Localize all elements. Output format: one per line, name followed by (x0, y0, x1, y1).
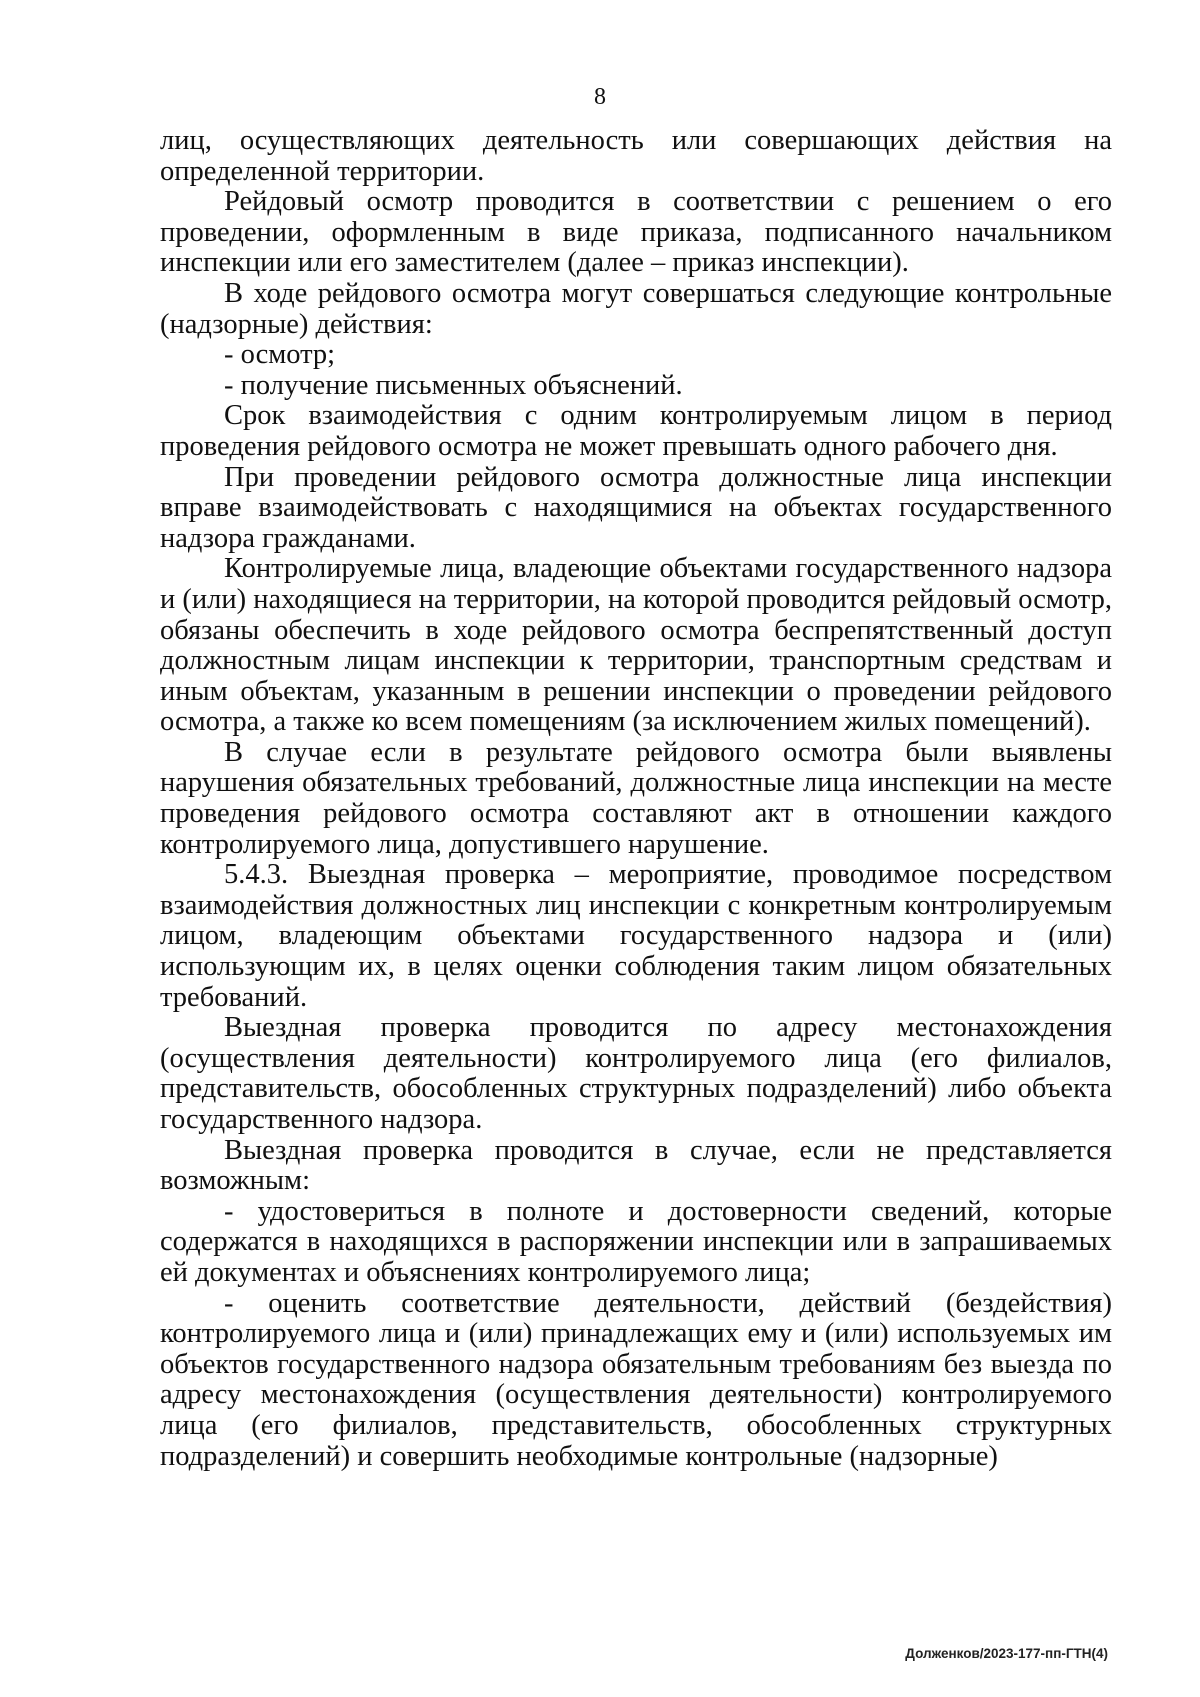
list-item-written-explanations: - получение письменных объяснений. (224, 369, 683, 401)
paragraph-interaction-citizens: При проведении рейдового осмотра должностные лица инспекции вправе взаимодействовать с находящимися на объектах государственного надзора гражданами. (160, 461, 1112, 554)
paragraph-field-check-cases: Выездная проверка проводится в случае, если не представляется возможным: (160, 1134, 1112, 1197)
list-item-verify-information: - удостовериться в полноте и достоверности сведений, которые содержатся в находящихся в распоряжении инспекции или в запрашиваемых ей документах и объяснениях контролируемого лица; (160, 1195, 1112, 1288)
paragraph-continuation: лиц, осуществляющих деятельность или совершающих действия на определенной территории. (160, 125, 1112, 187)
document-body (160, 126, 1112, 1472)
page-number: 8 (594, 84, 606, 110)
paragraph-interaction-term: Срок взаимодействия с одним контролируемым лицом в период проведения рейдового осмотра не может превышать одного рабочего дня. (160, 400, 1112, 462)
list-item-assess-compliance: - оценить соответствие деятельности, действий (бездействия) контролируемого лица и (или) принадлежащих ему и (или) используемых им объектов государственного надзора обязательным требованиям без выезда по адресу местонахождения (осуществления деятельности) контролируемого лица (его филиалов, представительств, обособленных структурных подразделений) и совершить необходимые контрольные (надзорные) (160, 1287, 1112, 1472)
document-code: Долженков/2023-177-пп-ГТН(4) (905, 1646, 1108, 1661)
paragraph-access-obligation: Контролируемые лица, владеющие объектами государственного надзора и (или) находящиеся на территории, на которой проводится рейдовый осмотр, обязаны обеспечить в ходе рейдового осмотра беспрепятственный доступ должностным лицам инспекции к территории, транспортным средствам и иным объектам, указанным в решении инспекции о проведении рейдового осмотра, а также ко всем помещениям (за исключением жилых помещений). (160, 553, 1112, 738)
paragraph-raid-inspection-basis: Рейдовый осмотр проводится в соответствии с решением о его проведении, оформленным в виде приказа, подписанного начальником инспекции или его заместителем (далее – приказ инспекции). (160, 186, 1112, 279)
paragraph-violations-act: В случае если в результате рейдового осмотра были выявлены нарушения обязательных требований, должностные лица инспекции на месте проведения рейдового осмотра составляют акт в отношении каждого контролируемого лица, допустившего нарушение. (160, 736, 1112, 860)
paragraph-raid-actions-intro: В ходе рейдового осмотра могут совершаться следующие контрольные (надзорные) действия: (160, 277, 1112, 340)
list-item-inspection: - осмотр; (224, 339, 336, 371)
paragraph-field-check-definition: 5.4.3. Выездная проверка – мероприятие, проводимое посредством взаимодействия должностных лиц инспекции с конкретным контролируемым лицом, владеющим объектами государственного надзора и (или) использующим их, в целях оценки соблюдения таким лицом обязательных требований. (160, 859, 1112, 1013)
paragraph-field-check-address: Выездная проверка проводится по адресу местонахождения (осуществления деятельности) контролируемого лица (его филиалов, представительств, обособленных структурных подразделений) либо объекта государственного надзора. (160, 1012, 1112, 1135)
